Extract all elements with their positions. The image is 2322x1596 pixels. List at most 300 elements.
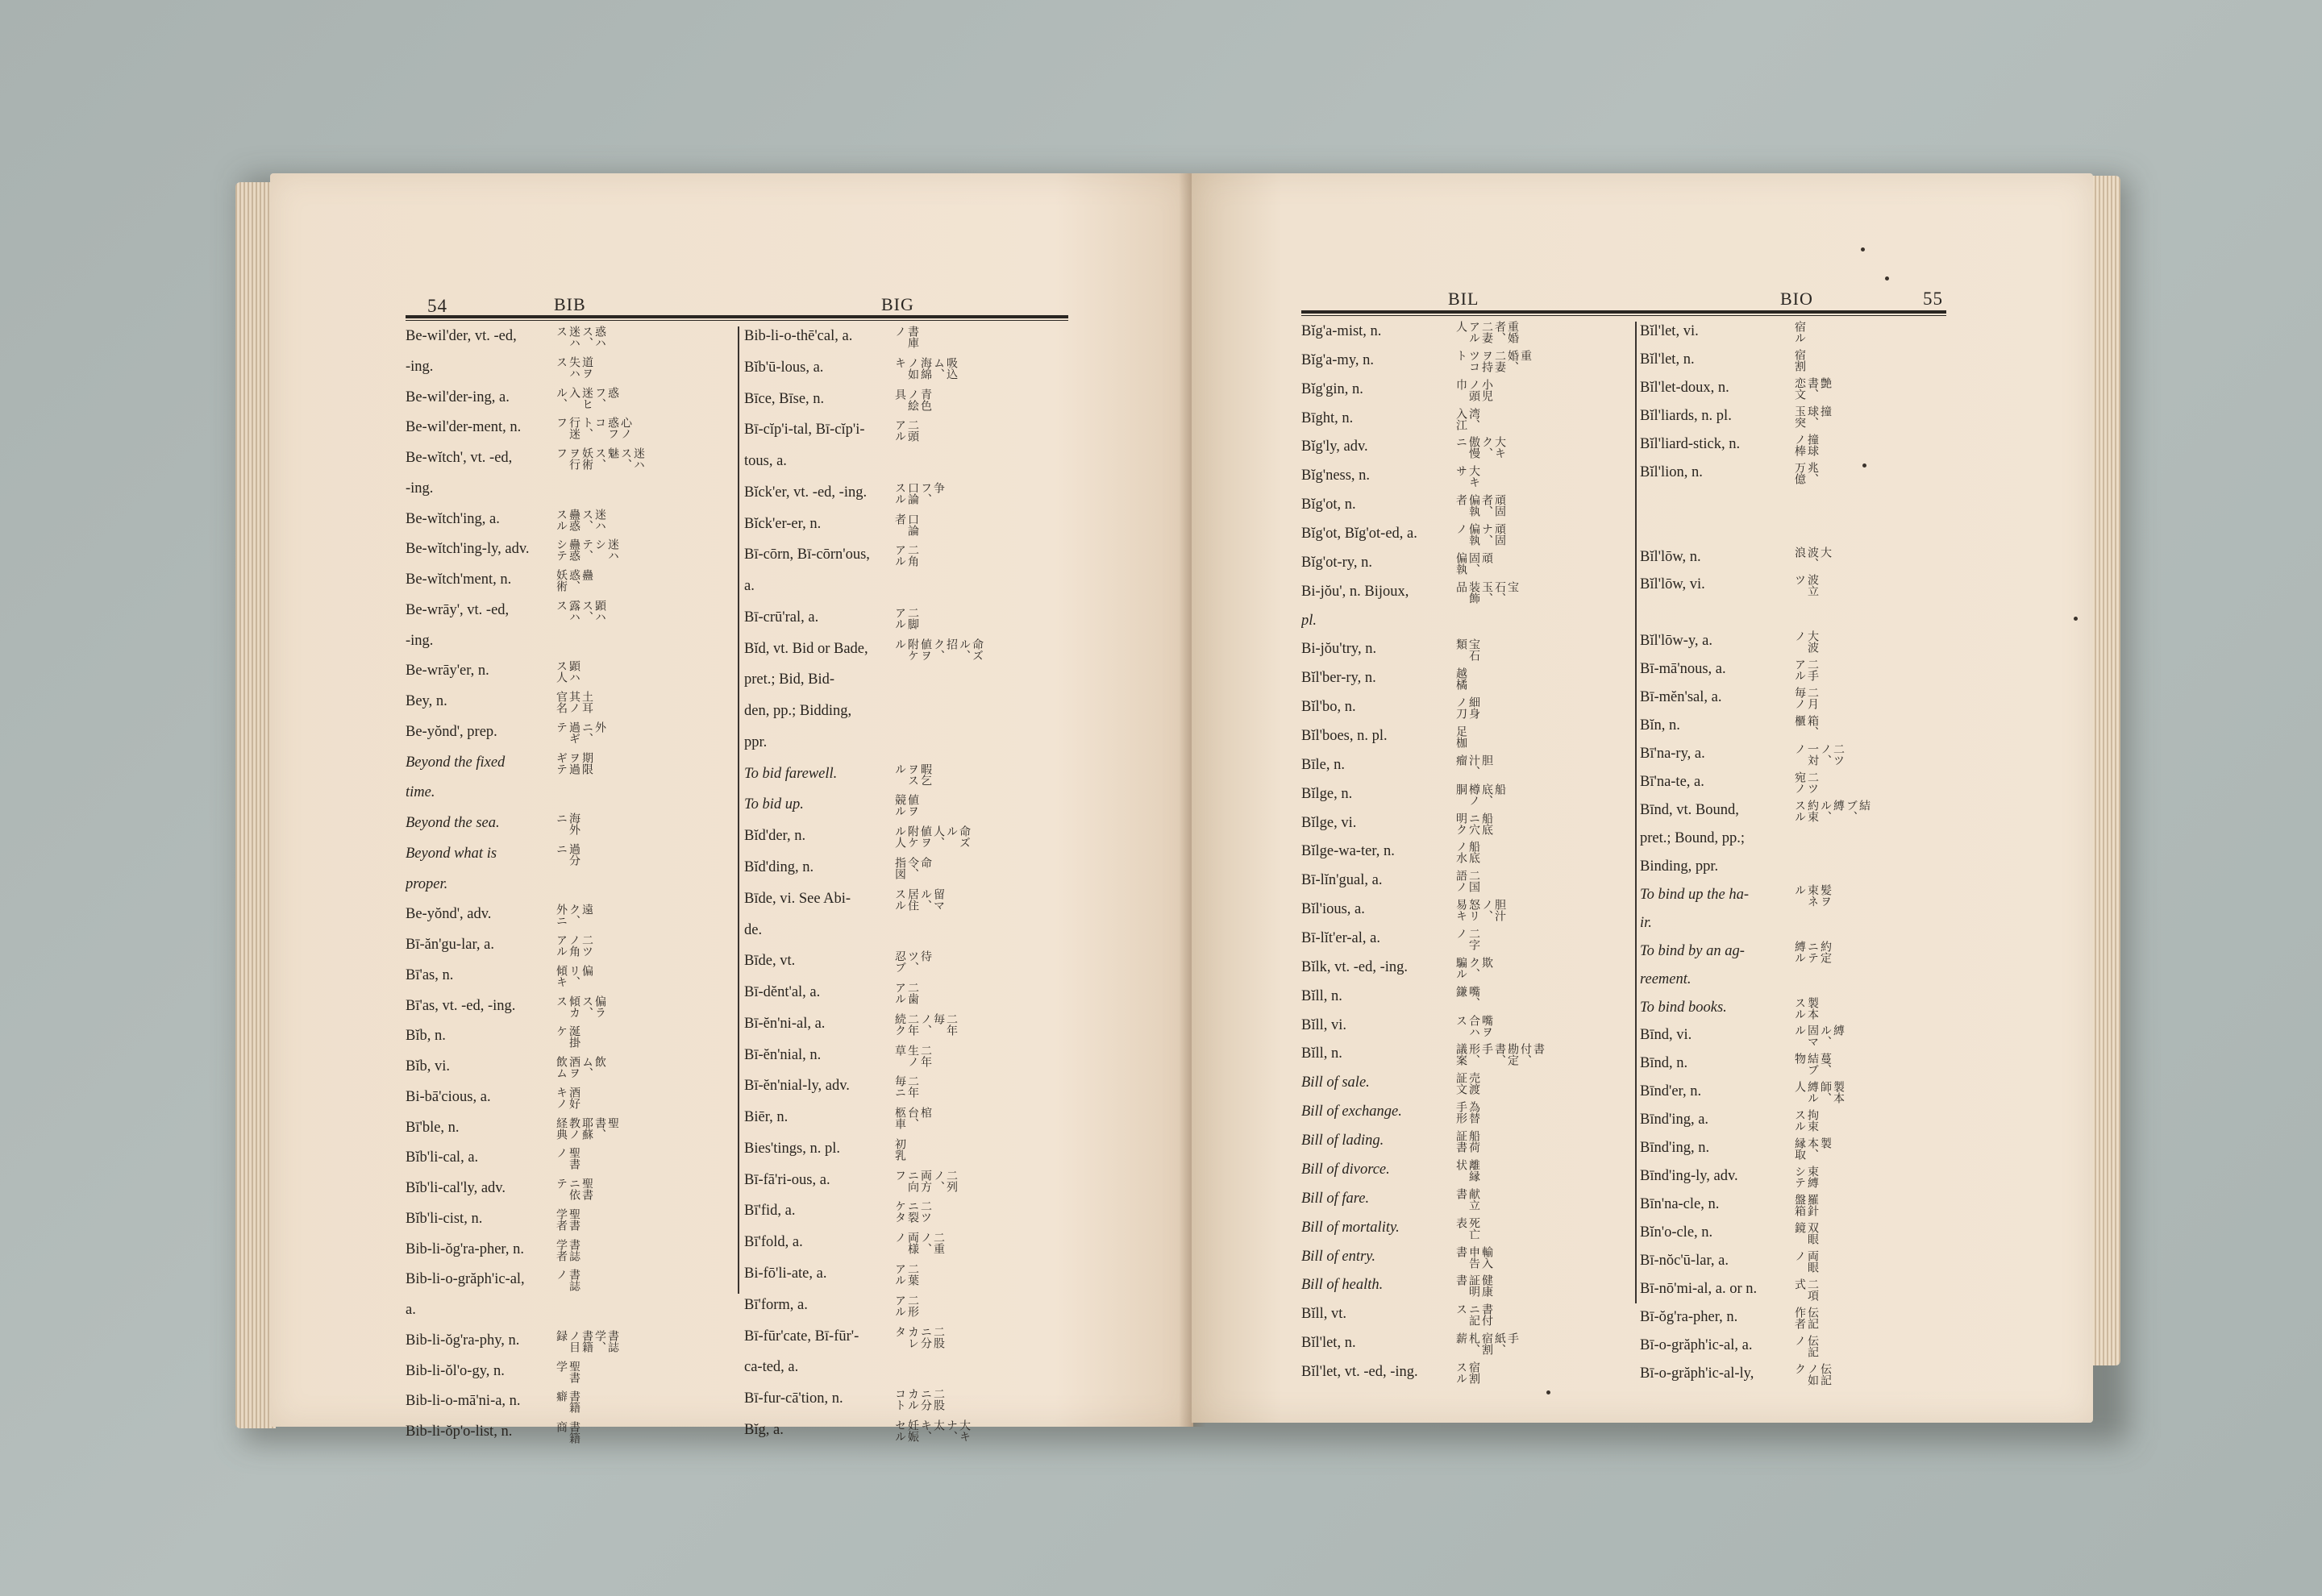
entry-headword: Bī'form, a.: [744, 1296, 808, 1313]
dictionary-entry: [1301, 493, 1632, 522]
entry-japanese-gloss: 宝石類: [1454, 638, 1480, 662]
dictionary-entry: [1301, 1014, 1632, 1042]
entry-japanese-gloss: 船底、樽ノ胴: [1454, 783, 1506, 806]
entry-headword: Be-wĭtch'ing, a.: [406, 510, 500, 527]
entry-japanese-gloss: 待ツ、忍ブ: [893, 950, 932, 974]
entry-japanese-gloss: 二股ニ分カルコト: [893, 1388, 945, 1411]
dictionary-entry: [1640, 1137, 1962, 1164]
entry-japanese-gloss: 頑固、偏執: [1454, 551, 1493, 575]
entry-japanese-gloss: 惑フ、迷ヒ入ル、: [555, 386, 619, 409]
entry-japanese-gloss: 二列ノ、両方ニ向フ: [893, 1169, 958, 1192]
entry-headword: Bill of mortality.: [1301, 1219, 1400, 1236]
entry-headword: Bi-fō'li-ate, a.: [744, 1265, 827, 1282]
entry-headword: Bī-dĕnt'al, a.: [744, 984, 821, 1001]
entry-headword: Bĭck'er, vt. -ed, -ing.: [744, 484, 868, 501]
entry-japanese-gloss: 書庫ノ: [893, 326, 919, 348]
dictionary-entry: [744, 1106, 1075, 1137]
entry-headword: Be-wil'der-ment, n.: [406, 419, 522, 436]
entry-headword: Be-wil'der-ing, a.: [406, 389, 510, 405]
entry-japanese-gloss: 製本スル: [1793, 996, 1819, 1020]
entry-headword: Bill of exchange.: [1301, 1103, 1402, 1120]
dictionary-entry: [406, 325, 736, 355]
dictionary-entry: [1640, 461, 1962, 488]
entry-japanese-gloss: 命ズル人、値ヲ附ケル人: [893, 825, 971, 849]
entry-headword: Bĭl'let, vt. -ed, -ing.: [1301, 1363, 1418, 1380]
entry-headword: Bĭl'liard-stick, n.: [1640, 435, 1741, 452]
entry-japanese-gloss: 為替手形: [1454, 1101, 1480, 1124]
dictionary-entry: [406, 355, 736, 385]
entry-headword: Be-wil'der, vt. -ed,: [406, 328, 517, 344]
dictionary-entry: [744, 1044, 1075, 1074]
dictionary-entry: [406, 1116, 736, 1146]
dictionary-entry: [1640, 855, 1962, 883]
entry-japanese-gloss: 二項式: [1793, 1278, 1819, 1301]
dictionary-entry: [1301, 1303, 1632, 1331]
entry-headword: Bĭl'let, n.: [1301, 1335, 1356, 1352]
entry-headword: Bĭll, n.: [1301, 1045, 1342, 1062]
dictionary-entry: [1640, 320, 1962, 347]
entry-japanese-gloss: 宿割: [1793, 348, 1806, 372]
dictionary-entry: [1640, 1108, 1962, 1136]
paper-speck: [1546, 1390, 1550, 1394]
entry-japanese-gloss: 書付、勘定書、手形、議案: [1454, 1043, 1545, 1066]
entry-headword: Bĭn, n.: [1640, 717, 1680, 734]
entry-headword: Bīnd'ing, a.: [1640, 1112, 1709, 1128]
entry-headword: Binding, ppr.: [1640, 858, 1719, 875]
entry-japanese-gloss: 縛ル、固マル: [1793, 1025, 1845, 1048]
entry-japanese-gloss: 海外ニ: [555, 813, 580, 835]
dictionary-entry: [1640, 968, 1962, 995]
entry-headword: Bĭg'ness, n.: [1301, 468, 1371, 484]
dictionary-entry: [1301, 956, 1632, 984]
entry-japanese-gloss: 大キナ、太キ、妊娠セル: [893, 1419, 971, 1442]
entry-headword: Bĭll, vi.: [1301, 1016, 1347, 1033]
entry-headword: Bib-li-o-grăph'ic-al,: [406, 1271, 525, 1288]
dictionary-entry: [1640, 827, 1962, 854]
dictionary-entry: [1640, 799, 1962, 826]
dictionary-entry: [406, 842, 736, 872]
dictionary-entry: [1301, 349, 1632, 377]
dictionary-entry: [1640, 1165, 1962, 1192]
entry-japanese-gloss: 酒好キノ: [555, 1086, 580, 1109]
entry-japanese-gloss: 伝記ノ如ク: [1793, 1362, 1832, 1386]
entry-japanese-gloss: 船底ニ穴明ク: [1454, 812, 1493, 835]
entry-japanese-gloss: 二国語ノ: [1454, 870, 1480, 893]
dictionary-entry: [1640, 1193, 1962, 1220]
right-guide-word-first: BIL: [1448, 289, 1479, 309]
entry-japanese-gloss: 二脚アル: [893, 606, 919, 630]
entry-headword: pret.; Bid, Bid-: [744, 671, 835, 688]
entry-japanese-gloss: 飲ム、酒ヲ飲ム: [555, 1056, 606, 1079]
dictionary-entry: [744, 1231, 1075, 1261]
dictionary-entry: [744, 731, 1075, 762]
dictionary-entry: [406, 690, 736, 720]
dictionary-entry: [744, 481, 1075, 512]
dictionary-entry: [406, 1238, 736, 1268]
dictionary-entry: [406, 599, 736, 629]
right-page-column-1: [1301, 320, 1632, 1390]
entry-japanese-gloss: 二股ニ分カレタ: [893, 1325, 945, 1349]
entry-headword: Bī-crū'ral, a.: [744, 609, 819, 626]
dictionary-entry: [406, 812, 736, 842]
entry-headword: Bĭl'lōw-y, a.: [1640, 633, 1712, 650]
left-guide-word-first: BIB: [554, 294, 586, 314]
dictionary-entry: [1301, 1274, 1632, 1302]
entry-japanese-gloss: 小児ノ頭巾: [1454, 378, 1493, 401]
entry-headword: Bĭg'a-my, n.: [1301, 351, 1374, 368]
paper-speck: [2074, 617, 2078, 621]
dictionary-entry: [1301, 522, 1632, 551]
entry-headword: time.: [406, 784, 435, 801]
dictionary-entry: [1640, 940, 1962, 967]
dictionary-entry: [1301, 464, 1632, 493]
dictionary-entry: [1640, 1024, 1962, 1051]
dictionary-entry: [744, 700, 1075, 730]
entry-headword: To bind books.: [1640, 999, 1727, 1016]
entry-headword: Bĭb'ū-lous, a.: [744, 359, 824, 376]
entry-headword: Bib-li-ŏg'ra-pher, n.: [406, 1241, 524, 1257]
dictionary-entry: [744, 1419, 1075, 1449]
entry-headword: Bī'as, vt. -ed, -ing.: [406, 997, 516, 1014]
dictionary-entry: [1640, 348, 1962, 376]
dictionary-entry: [1301, 1332, 1632, 1360]
entry-japanese-gloss: 二ツ宛ノ: [1793, 771, 1819, 794]
entry-headword: -ing.: [406, 480, 434, 497]
entry-headword: Bib-li-o-mā'ni-a, n.: [406, 1393, 521, 1410]
dictionary-entry: [1640, 658, 1962, 685]
entry-japanese-gloss: 争フ、口論スル: [893, 481, 945, 505]
entry-japanese-gloss: 船荷証書: [1454, 1130, 1480, 1153]
entry-japanese-gloss: 売渡証文: [1454, 1072, 1480, 1095]
entry-headword: Bib-li-o-thē'cal, a.: [744, 328, 853, 344]
entry-headword: Bib-li-ŏp'o-list, n.: [406, 1424, 513, 1440]
entry-japanese-gloss: 二形アル: [893, 1294, 919, 1317]
dictionary-entry: [406, 1025, 736, 1054]
entry-headword: Bey, n.: [406, 693, 447, 709]
entry-headword: Bīnd'ing, n.: [1640, 1140, 1710, 1157]
entry-headword: Bī-cĭp'i-tal, Bī-cĭp'i-: [744, 422, 865, 438]
dictionary-entry: [1301, 667, 1632, 695]
entry-headword: Bīght, n.: [1301, 409, 1354, 426]
entry-japanese-gloss: 嘴ヲ合ハス: [1454, 1014, 1493, 1037]
dictionary-entry: [1301, 1187, 1632, 1216]
entry-japanese-gloss: 箱、櫃: [1793, 715, 1819, 738]
paper-speck: [1861, 247, 1865, 251]
right-page: [1192, 173, 2093, 1423]
entry-japanese-gloss: 値ヲ競ル: [893, 794, 919, 817]
entry-headword: Bĭl'ber-ry, n.: [1301, 670, 1376, 687]
entry-japanese-gloss: 重婚、二妻ヲ持ツコト: [1454, 349, 1532, 372]
dictionary-entry: [1301, 1042, 1632, 1070]
entry-headword: Bī'fid, a.: [744, 1203, 796, 1220]
dictionary-entry: [744, 450, 1075, 480]
entry-headword: Bĭd, vt. Bid or Bade,: [744, 640, 868, 657]
entry-japanese-gloss: 大波、浪: [1793, 546, 1832, 569]
dictionary-entry: [406, 995, 736, 1025]
dictionary-entry: [744, 1012, 1075, 1043]
dictionary-entry: [744, 1262, 1075, 1293]
entry-headword: Bĭg, a.: [744, 1421, 784, 1438]
right-guide-word-last: BIO: [1780, 289, 1813, 309]
entry-japanese-gloss: 聖書ニ依テ: [555, 1178, 593, 1200]
entry-headword: Beyond the fixed: [406, 754, 506, 771]
entry-japanese-gloss: 書籍癖: [555, 1390, 580, 1414]
entry-japanese-gloss: 髪ヲ束ネル: [1793, 883, 1832, 907]
entry-japanese-gloss: 暇乞ヲスル: [893, 763, 932, 786]
left-page-column-2: [744, 325, 1075, 1450]
dictionary-entry: [406, 1177, 736, 1207]
entry-japanese-gloss: 偏ラス、傾カス: [555, 995, 606, 1018]
entry-headword: Bĭb, n.: [406, 1028, 446, 1045]
entry-headword: Bĭb'li-cal, a.: [406, 1149, 479, 1166]
dictionary-entry: [1301, 551, 1632, 580]
dictionary-entry: [406, 721, 736, 750]
dictionary-entry: [744, 1294, 1075, 1324]
entry-headword: Biēr, n.: [744, 1109, 789, 1126]
dictionary-entry: [1301, 725, 1632, 753]
dictionary-entry: [1640, 1278, 1962, 1305]
entry-japanese-gloss: 二年毎ニ: [893, 1075, 919, 1099]
entry-headword: Bĭl'ious, a.: [1301, 901, 1365, 918]
entry-japanese-gloss: 波立ツ: [1793, 574, 1819, 597]
entry-headword: Bī-ŏg'ra-pher, n.: [1640, 1308, 1738, 1325]
entry-headword: Be-yŏnd', prep.: [406, 723, 497, 740]
dictionary-entry: [744, 668, 1075, 699]
entry-japanese-gloss: 二葉アル: [893, 1262, 919, 1286]
entry-headword: Bīnd, vt. Bound,: [1640, 801, 1739, 818]
entry-japanese-gloss: 二角アル: [893, 544, 919, 567]
entry-headword: Bĭl'boes, n. pl.: [1301, 728, 1388, 745]
entry-japanese-gloss: 拘束スル: [1793, 1109, 1819, 1133]
dictionary-entry: [406, 630, 736, 659]
entry-headword: -ing.: [406, 358, 434, 375]
dictionary-entry: [1301, 754, 1632, 782]
entry-japanese-gloss: 吸込ム、海綿ノ如キ: [893, 356, 958, 380]
entry-japanese-gloss: 惑ハス、迷ハス: [555, 326, 606, 348]
entry-japanese-gloss: 二ツノ、一対ノ: [1793, 743, 1845, 767]
entry-japanese-gloss: 大キサ: [1454, 465, 1480, 488]
entry-headword: pl.: [1301, 612, 1317, 629]
entry-headword: ca-ted, a.: [744, 1359, 799, 1376]
entry-japanese-gloss: 外ニ、過ギテ: [555, 721, 606, 744]
entry-japanese-gloss: 製本師、縛ル人: [1793, 1081, 1845, 1104]
dictionary-entry: [1301, 1158, 1632, 1187]
dictionary-entry: [1301, 1245, 1632, 1274]
entry-japanese-gloss: 嘴、鎌: [1454, 985, 1480, 1008]
dictionary-entry: [406, 659, 736, 689]
dictionary-entry: [744, 950, 1075, 980]
dictionary-entry: [406, 447, 736, 476]
dictionary-entry: [1640, 546, 1962, 573]
dictionary-entry: [406, 386, 736, 416]
entry-japanese-gloss: 書誌ノ: [555, 1269, 580, 1292]
dictionary-entry: [1640, 405, 1962, 432]
dictionary-entry: [744, 1387, 1075, 1418]
entry-japanese-gloss: 二頭アル: [893, 419, 919, 443]
dictionary-entry: [744, 856, 1075, 887]
entry-headword: den, pp.; Bidding,: [744, 703, 852, 720]
dictionary-entry: [406, 1360, 736, 1390]
dictionary-entry: [1640, 1306, 1962, 1333]
dictionary-entry: [406, 903, 736, 933]
entry-japanese-gloss: 迷ハス、蠱惑スル: [555, 508, 606, 531]
entry-japanese-gloss: 製本、縁取: [1793, 1137, 1832, 1161]
entry-headword: de.: [744, 921, 763, 938]
entry-japanese-gloss: 顕ハス人: [555, 660, 580, 684]
dictionary-entry: [1301, 696, 1632, 724]
paper-speck: [1862, 463, 1866, 468]
entry-japanese-gloss: 越橘: [1454, 667, 1467, 691]
entry-japanese-gloss: 輸入申告書: [1454, 1245, 1493, 1269]
entry-headword: Beyond what is: [406, 845, 497, 862]
entry-japanese-gloss: 二歯アル: [893, 982, 919, 1005]
entry-japanese-gloss: 湾、入江: [1454, 407, 1480, 430]
entry-headword: a.: [406, 1302, 416, 1318]
entry-headword: Bī-mĕn'sal, a.: [1640, 689, 1722, 706]
entry-headword: a.: [744, 578, 755, 595]
entry-headword: Bĭck'er-er, n.: [744, 515, 822, 532]
dictionary-entry: [1301, 580, 1632, 609]
dictionary-entry: [744, 1325, 1075, 1356]
entry-headword: Bīnd, vi.: [1640, 1027, 1692, 1044]
entry-japanese-gloss: 胆汁ノ、怒リ易キ: [1454, 899, 1506, 922]
dictionary-entry: [1640, 433, 1962, 460]
entry-headword: Bīle, n.: [1301, 756, 1345, 773]
dictionary-entry: [406, 1146, 736, 1176]
entry-headword: Bĭg'ot, Bĭg'ot-ed, a.: [1301, 526, 1417, 542]
dictionary-entry: [744, 513, 1075, 543]
entry-headword: Bī'na-te, a.: [1640, 774, 1704, 790]
dictionary-entry: [1301, 435, 1632, 463]
entry-headword: Bib-li-ŏl'o-gy, n.: [406, 1362, 505, 1379]
dictionary-entry: [744, 1356, 1075, 1386]
entry-japanese-gloss: 書籍商: [555, 1421, 580, 1444]
entry-headword: Bī-ĕn'nial, n.: [744, 1046, 822, 1063]
dictionary-entry: [406, 781, 736, 811]
entry-headword: Bīnd, n.: [1640, 1055, 1688, 1072]
entry-japanese-gloss: 命令、指図: [893, 857, 932, 880]
dictionary-entry: [1640, 517, 1962, 545]
left-page-column-1: [406, 325, 736, 1451]
entry-japanese-gloss: 大キク、傲慢ニ: [1454, 436, 1506, 459]
entry-headword: Bĭl'lōw, n.: [1640, 548, 1701, 565]
entry-headword: To bind by an ag-: [1640, 942, 1745, 959]
entry-headword: Bĭb'li-cist, n.: [406, 1210, 483, 1227]
entry-japanese-gloss: 二年毎ノ、二年続ク: [893, 1012, 958, 1036]
dictionary-entry: [1301, 1216, 1632, 1245]
dictionary-entry: [744, 543, 1075, 574]
entry-japanese-gloss: 青色ノ絵具: [893, 388, 932, 411]
right-page-column-2: [1640, 320, 1962, 1390]
entry-headword: Bĭll, vt.: [1301, 1306, 1347, 1323]
entry-japanese-gloss: 過分ニ: [555, 842, 580, 866]
entry-headword: Bill of divorce.: [1301, 1161, 1390, 1178]
entry-headword: Bĭlge-wa-ter, n.: [1301, 843, 1395, 860]
entry-japanese-gloss: 二ツニ裂ケタ: [893, 1200, 932, 1224]
dictionary-entry: [1301, 898, 1632, 926]
entry-headword: ppr.: [744, 734, 768, 750]
entry-headword: Be-wĭtch'ing-ly, adv.: [406, 541, 530, 558]
dictionary-entry: [1640, 630, 1962, 657]
entry-japanese-gloss: 羅針盤箱: [1793, 1194, 1819, 1217]
entry-japanese-gloss: 二月毎ノ: [1793, 687, 1819, 710]
entry-japanese-gloss: 重婚者、二妻アル人: [1454, 321, 1519, 343]
entry-japanese-gloss: 二字ノ: [1454, 928, 1480, 951]
entry-headword: Bĭlge, n.: [1301, 785, 1353, 802]
entry-headword: Bĭl'bo, n.: [1301, 699, 1356, 716]
left-page-number: 54: [427, 296, 447, 316]
entry-japanese-gloss: 約定ニテ縛ル: [1793, 940, 1832, 963]
entry-japanese-gloss: 涎掛ケ: [555, 1025, 580, 1049]
right-page-number: 55: [1923, 289, 1943, 309]
entry-japanese-gloss: 初乳: [893, 1137, 906, 1161]
entry-headword: Bĭl'liards, n. pl.: [1640, 407, 1732, 424]
entry-japanese-gloss: 偏リ、傾キ: [555, 964, 593, 987]
dictionary-entry: [1301, 638, 1632, 666]
dictionary-entry: [1301, 840, 1632, 868]
entry-japanese-gloss: 死亡表: [1454, 1216, 1480, 1240]
entry-headword: ir.: [1640, 914, 1652, 931]
dictionary-entry: [406, 568, 736, 598]
dictionary-entry: [406, 1055, 736, 1085]
entry-headword: Bill of health.: [1301, 1277, 1384, 1294]
entry-japanese-gloss: 細身ノ刀: [1454, 696, 1480, 720]
dictionary-entry: [406, 751, 736, 781]
left-column-rule: [738, 326, 739, 1294]
dictionary-entry: [406, 416, 736, 446]
entry-japanese-gloss: 道ヲ失ハス: [555, 355, 593, 379]
entry-japanese-gloss: 足枷: [1454, 725, 1467, 749]
dictionary-entry: [1640, 1362, 1962, 1390]
entry-japanese-gloss: 船底ノ水: [1454, 841, 1480, 864]
entry-japanese-gloss: 土耳其ノ官名: [555, 691, 593, 713]
entry-japanese-gloss: 二重ノ、両様ノ: [893, 1232, 945, 1255]
entry-headword: Bī-ăn'gu-lar, a.: [406, 937, 494, 953]
entry-japanese-gloss: 心ノ惑フコト、行迷フ: [555, 417, 632, 440]
entry-headword: Bi-jŏu'try, n.: [1301, 641, 1377, 658]
dictionary-entry: [406, 1207, 736, 1237]
dictionary-entry: [744, 763, 1075, 793]
entry-japanese-gloss: 迷ハシテ、蠱惑シテ: [555, 538, 619, 562]
dictionary-entry: [406, 1299, 736, 1328]
dictionary-entry: [1301, 985, 1632, 1013]
entry-headword: Bill of fare.: [1301, 1190, 1370, 1207]
entry-headword: To bind up the ha-: [1640, 886, 1749, 903]
dictionary-entry: [1640, 883, 1962, 911]
entry-japanese-gloss: 束縛シテ: [1793, 1166, 1819, 1189]
dictionary-entry: [1301, 609, 1632, 638]
entry-headword: Bīde, vi. See Abi-: [744, 890, 851, 907]
entry-headword: Bill of lading.: [1301, 1133, 1384, 1149]
entry-japanese-gloss: 留マル、居住スル: [893, 887, 945, 911]
dictionary-entry: [406, 933, 736, 963]
entry-headword: Bīde, vt.: [744, 953, 796, 970]
entry-headword: Bĭg'gin, n.: [1301, 380, 1363, 397]
entry-headword: Be-wrāy'er, n.: [406, 663, 489, 680]
paper-speck: [1885, 276, 1889, 281]
entry-japanese-gloss: 聖書、耶蘇教ノ経典: [555, 1116, 619, 1140]
dictionary-entry: [406, 1268, 736, 1298]
dictionary-entry: [744, 981, 1075, 1012]
entry-japanese-gloss: 聖書ノ: [555, 1147, 580, 1170]
dictionary-entry: [744, 1169, 1075, 1199]
entry-headword: Bĭl'let, vi.: [1640, 323, 1699, 339]
entry-headword: Bĭd'ding, n.: [744, 859, 814, 876]
dictionary-entry: [1301, 1361, 1632, 1389]
entry-japanese-gloss: 頑固ナ、偏執ノ: [1454, 523, 1506, 547]
entry-japanese-gloss: 聖書学: [555, 1360, 580, 1383]
entry-headword: Bĭl'let-doux, n.: [1640, 379, 1729, 396]
